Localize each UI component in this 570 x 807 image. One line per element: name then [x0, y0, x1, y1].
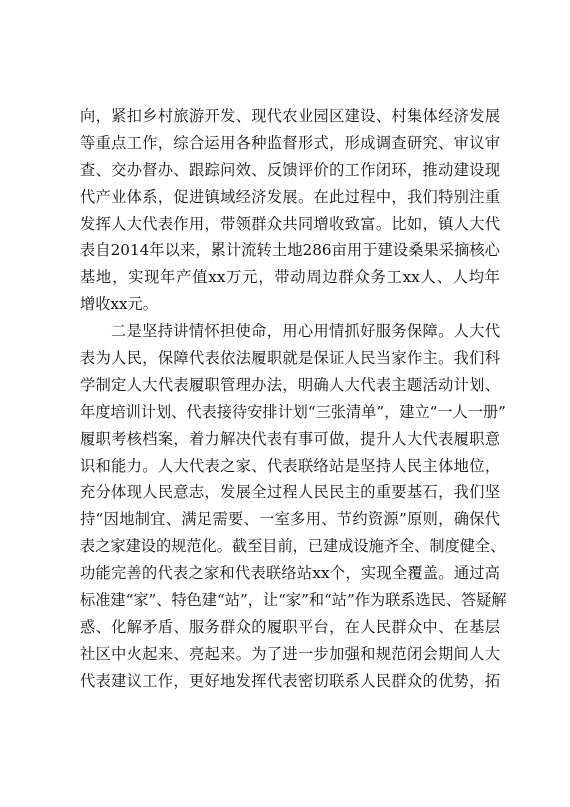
text-line: 识和能力。人大代表之家、代表联络站是坚持人民主体地位， [80, 456, 500, 475]
text-line: 表之家建设的规范化。截至目前，已建成设施齐全、制度健全、 [80, 537, 506, 556]
text-line: 标准建“家”、特色建“站”，让“家”和“站”作为联系选民、答疑解 [80, 591, 507, 610]
text-line: 惑、化解矛盾、服务群众的履职平台，在人民群众中、在基层 [80, 617, 500, 636]
text-line: 等重点工作，综合运用各种监督形式，形成调查研究、审议审 [80, 133, 500, 152]
text-line: 功能完善的代表之家和代表联络站xx个，实现全覆盖。通过高 [80, 564, 500, 583]
body-text [80, 103, 507, 695]
text-line: 二是坚持讲情怀担使命，用心用情抓好服务保障。人大代 [111, 322, 500, 341]
text-line: 发挥人大代表作用，带领群众共同增收致富。比如，镇人大代 [80, 214, 500, 233]
paragraph-1 [80, 103, 500, 318]
text-line: 代表建议工作，更好地发挥代表密切联系人民群众的优势，拓 [80, 671, 500, 690]
text-line: 学制定人大代表履职管理办法，明确人大代表主题活动计划、 [80, 375, 500, 394]
text-line: 代产业体系，促进镇域经济发展。在此过程中，我们特别注重 [80, 187, 500, 206]
text-line: 向，紧扣乡村旅游开发、现代农业园区建设、村集体经济发展 [80, 107, 500, 125]
text-line: 社区中火起来、亮起来。为了进一步加强和规范闭会期间人大 [80, 644, 500, 663]
text-line: 基地，实现年产值xx万元，带动周边群众务工xx人、人均年 [80, 268, 500, 287]
text-line: 持“因地制宜、满足需要、一室多用、节约资源”原则，确保代 [80, 510, 500, 529]
text-line: 年度培训计划、代表接待安排计划“三张清单”，建立“一人一册” [80, 402, 506, 421]
text-line: 表自2014年以来，累计流转土地286亩用于建设桑果采摘核心 [80, 241, 500, 260]
paragraph-2 [80, 318, 507, 694]
text-line: 表为人民，保障代表依法履职就是保证人民当家作主。我们科 [80, 349, 500, 368]
text-line: 查、交办督办、跟踪问效、反馈评价的工作闭环，推动建设现 [80, 160, 500, 179]
text-line: 履职考核档案，着力解决代表有事可做，提升人大代表履职意 [80, 429, 500, 448]
text-line: 增收xx元。 [80, 295, 158, 314]
text-line: 充分体现人民意志，发展全过程人民民主的重要基石，我们坚 [80, 483, 500, 502]
